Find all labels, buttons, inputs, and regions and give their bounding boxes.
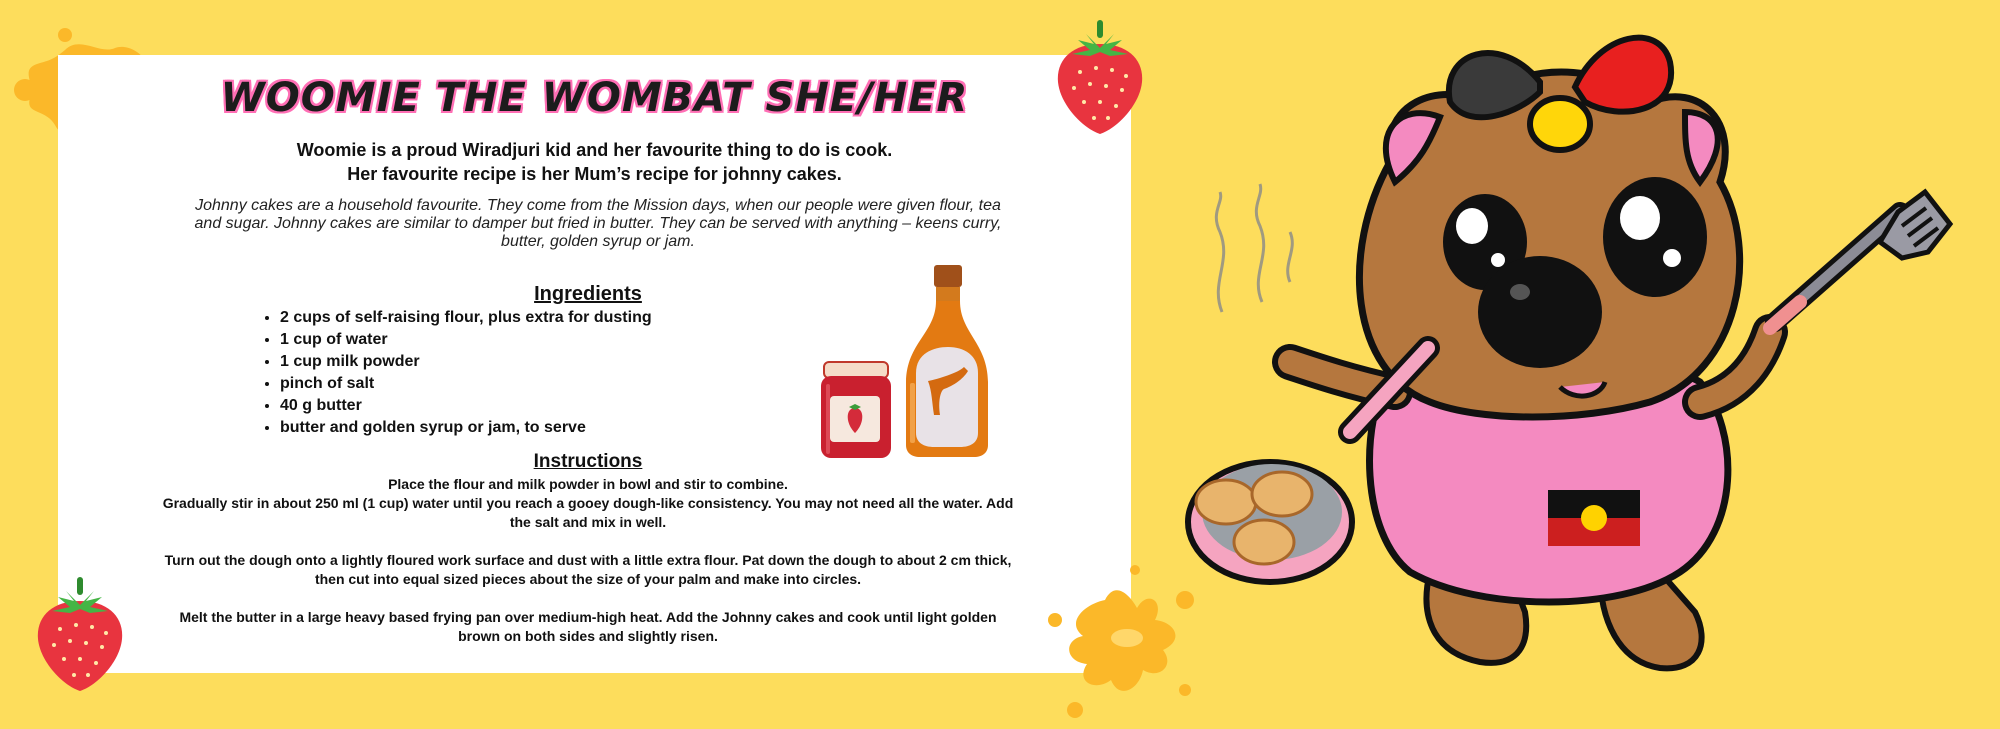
recipe-card <box>58 55 1131 673</box>
strawberry-icon <box>1050 18 1150 138</box>
instructions-text <box>153 475 1023 646</box>
list-item: • 1 cup milk powder <box>280 351 652 373</box>
instructions-heading: Instructions <box>533 451 643 472</box>
instruction-line: Melt the butter in a large heavy based frying pan over medium-high heat. Add the Johnny cakes and cook until light golden <box>179 609 997 625</box>
list-item: • 2 cups of self-raising flour, plus extra for dusting <box>280 307 652 329</box>
ingredients-heading: Ingredients <box>534 283 642 305</box>
instruction-line: Gradually stir in about 250 ml (1 cup) water until you reach a gooey dough-like consistency. You may not need all the water. Add <box>162 495 1014 511</box>
description-line: and sugar. Johnny cakes are similar to damper but fried in butter. They can be served with anything – keens curry, <box>194 215 1002 232</box>
list-item: • butter and golden syrup or jam, to serve <box>280 417 652 439</box>
intro-text <box>58 138 1131 186</box>
description-line: Johnny cakes are a household favourite. They come from the Mission days, when our people were given flour, tea <box>195 197 1001 214</box>
description-text <box>178 197 1018 251</box>
list-item: • 1 cup of water <box>280 329 652 351</box>
instruction-line: Place the flour and milk powder in bowl and stir to combine. <box>388 476 788 492</box>
aboriginal-flag-icon <box>1548 490 1640 546</box>
strawberry-icon <box>28 575 132 695</box>
instruction-line: Turn out the dough onto a lightly floured work surface and dust with a little extra flour. Pat down the dough to about 2 cm thick, <box>164 552 1012 568</box>
wombat-character <box>1180 12 1960 712</box>
instruction-line: the salt and mix in well. <box>509 514 667 530</box>
intro-line: Woomie is a proud Wiradjuri kid and her favourite thing to do is cook. <box>296 140 893 160</box>
intro-line: Her favourite recipe is her Mum’s recipe for johnny cakes. <box>347 164 842 184</box>
description-line: butter, golden syrup or jam. <box>501 233 695 250</box>
page-title: WOOMIE THE WOMBAT SHE/HER <box>220 75 969 121</box>
spatula-icon <box>1770 192 1950 328</box>
jam-jar-icon <box>818 360 894 460</box>
ingredients-list <box>258 307 652 439</box>
list-item: • pinch of salt <box>280 373 652 395</box>
instruction-line: brown on both sides and slightly risen. <box>458 628 718 644</box>
syrup-bottle-icon <box>898 263 994 459</box>
instruction-line: then cut into equal sized pieces about the size of your palm and make into circles. <box>314 571 862 587</box>
list-item: • 40 g butter <box>280 395 652 417</box>
